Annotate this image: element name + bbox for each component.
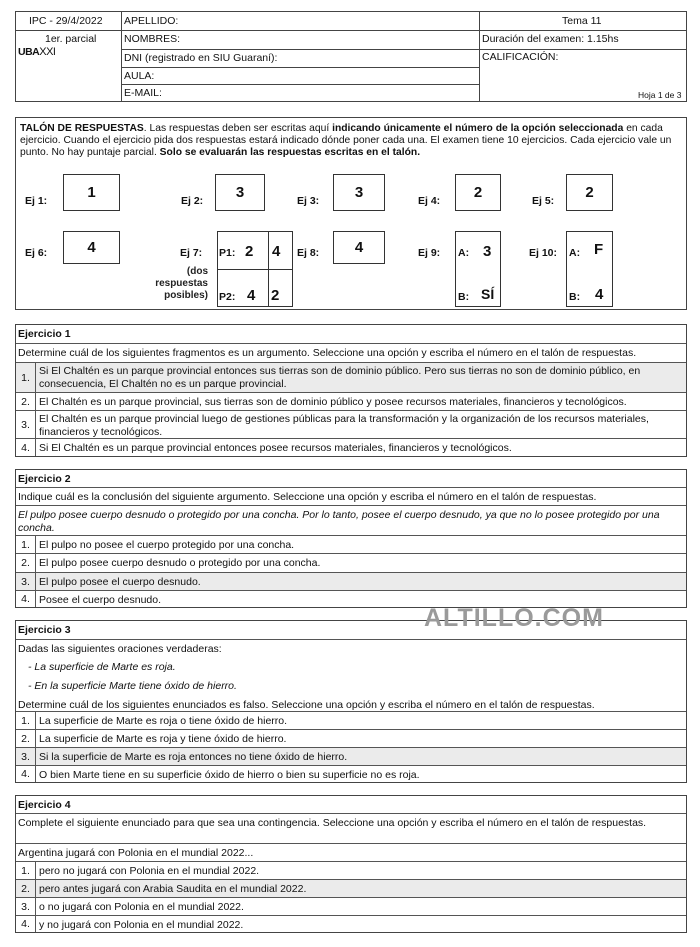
ej8-answer-box[interactable]: 4 <box>333 231 385 264</box>
exam-header <box>15 11 687 102</box>
ej7-p1-second[interactable]: 4 <box>272 243 281 260</box>
premise-2: - En la superficie Marte tiene óxido de hierro. <box>28 680 237 692</box>
ej7-p2-label: P2: <box>219 291 236 303</box>
dni-field[interactable]: DNI (registrado en SIU Guaraní): <box>124 52 278 64</box>
nombres-field[interactable]: NOMBRES: <box>124 33 181 45</box>
exercise-1 <box>15 324 687 457</box>
ej7-p1-first[interactable]: 2 <box>245 243 254 260</box>
premise-1: - La superficie de Marte es roja. <box>28 661 176 673</box>
ej1-answer-box[interactable]: 1 <box>63 174 120 211</box>
uba-logo: UBAXXI <box>18 46 56 58</box>
ej6-answer-box[interactable]: 4 <box>63 231 120 264</box>
ej8-label: Ej 8: <box>297 247 320 259</box>
ej7-label: Ej 7: <box>180 247 203 259</box>
ej10-b-value[interactable]: 4 <box>595 286 604 303</box>
tema-label: Tema 11 <box>562 15 602 27</box>
watermark: ALTILLO.COM <box>424 604 604 632</box>
option-1[interactable]: 1. Si El Chaltén es un parque provincial entonces sus tierras son de dominio público. Pero sus tierras no son de dominio público, en consecuencia, El Chaltén no es un parque provincial. <box>16 362 686 392</box>
page-indicator: Hoja 1 de 3 <box>638 90 682 100</box>
ej2-label: Ej 2: <box>181 195 204 207</box>
ej10-b-label: B: <box>569 291 581 303</box>
option-4[interactable]: 4. Posee el cuerpo desnudo. <box>16 590 686 607</box>
ej2-answer-box[interactable]: 3 <box>215 174 265 211</box>
ej9-b-value[interactable]: SÍ <box>481 286 495 302</box>
ej10-a-value[interactable]: F <box>594 241 604 258</box>
calificacion-field: CALIFICACIÓN: <box>482 51 559 63</box>
email-field[interactable]: E-MAIL: <box>124 87 162 99</box>
ej7-p2-second[interactable]: 2 <box>271 287 280 304</box>
exercise-title: Ejercicio 3 <box>18 624 71 636</box>
ej4-answer-box[interactable]: 2 <box>455 174 501 211</box>
option-2[interactable]: 2. La superficie de Marte es roja y tiene óxido de hierro. <box>16 729 686 747</box>
option-3[interactable]: 3. El pulpo posee el cuerpo desnudo. <box>16 572 686 590</box>
option-4[interactable]: 4. Si El Chaltén es un parque provincial entonces posee recursos materiales, financieros y tecnológicos. <box>16 438 686 456</box>
ej5-answer-box[interactable]: 2 <box>566 174 613 211</box>
option-3[interactable]: 3. Si la superficie de Marte es roja entonces no tiene óxido de hierro. <box>16 747 686 765</box>
ej9-a-value[interactable]: 3 <box>483 243 492 260</box>
apellido-field[interactable]: APELLIDO: <box>124 15 179 27</box>
ej3-answer-box[interactable]: 3 <box>333 174 385 211</box>
option-3[interactable]: 3. El Chaltén es un parque provincial luego de gestiones públicas para la transformación y la organización de los recursos materiales, financieros y tecnológicos. <box>16 410 686 438</box>
statement-stem: Argentina jugará con Polonia en el mundial 2022... <box>16 843 686 861</box>
exercise-intro: Dadas las siguientes oraciones verdaderas: - La superficie de Marte es roja. - En la superficie Marte tiene óxido de hierro. Determine cuál de los siguientes enunciados es falso. Seleccione una opción y escriba el número en el talón de respuestas. <box>16 639 686 715</box>
option-4[interactable]: 4. O bien Marte tiene en su superficie óxido de hierro o bien su superficie no es roja. <box>16 765 686 782</box>
ej1-label: Ej 1: <box>25 195 48 207</box>
option-4[interactable]: 4. y no jugará con Polonia en el mundial 2022. <box>16 915 686 932</box>
option-1[interactable]: 1. La superficie de Marte es roja o tiene óxido de hierro. <box>16 711 686 729</box>
exercise-prompt: Complete el siguiente enunciado para que sea una contingencia. Seleccione una opción y escriba el número en el talón de respuestas. <box>16 813 686 843</box>
ej10-a-label: A: <box>569 247 581 259</box>
exercise-3 <box>15 620 687 783</box>
ej7-p1-label: P1: <box>219 247 236 259</box>
exercise-2 <box>15 469 687 608</box>
option-1[interactable]: 1. El pulpo no posee el cuerpo protegido por una concha. <box>16 535 686 553</box>
ej9-b-label: B: <box>458 291 470 303</box>
exercise-prompt: Determine cuál de los siguientes fragmentos es un argumento. Seleccione una opción y escriba el número en el talón de respuestas. <box>16 343 686 362</box>
ej9-a-label: A: <box>458 247 470 259</box>
parcial-label: 1er. parcial <box>45 33 97 45</box>
ej7-p2-first[interactable]: 4 <box>247 287 256 304</box>
argument-text: El pulpo posee cuerpo desnudo o protegido por una concha. Por lo tanto, posee el cuerpo desnudo, ya que no lo posee protegido por una concha. <box>16 505 686 535</box>
ej10-label: Ej 10: <box>529 247 558 259</box>
exam-code: IPC - 29/4/2022 <box>29 15 103 27</box>
ej4-label: Ej 4: <box>418 195 441 207</box>
option-2[interactable]: 2. pero antes jugará con Arabia Saudita en el mundial 2022. <box>16 879 686 897</box>
exercise-title: Ejercicio 1 <box>18 328 71 340</box>
answer-sheet <box>15 117 687 310</box>
option-2[interactable]: 2. El Chaltén es un parque provincial, sus tierras son de dominio público y posee recursos materiales, financieros y tecnológicos. <box>16 392 686 410</box>
exercise-4 <box>15 795 687 933</box>
option-2[interactable]: 2. El pulpo posee cuerpo desnudo o protegido por una concha. <box>16 553 686 572</box>
option-3[interactable]: 3. o no jugará con Polonia en el mundial 2022. <box>16 897 686 915</box>
exercise-title: Ejercicio 4 <box>18 799 71 811</box>
option-1[interactable]: 1. pero no jugará con Polonia en el mundial 2022. <box>16 861 686 879</box>
answer-sheet-instructions: TALÓN DE RESPUESTAS. Las respuestas deben ser escritas aquí indicando únicamente el número de la opción seleccionada en cada ejercicio. Cuando el ejercicio pida dos respuestas estará indicado dónde poner cada una. El examen tiene 10 ejercicios. Cada ejercicio vale un punto. No hay puntaje parcial. Solo se evaluarán las respuestas escritas en el talón. <box>20 123 672 158</box>
ej5-label: Ej 5: <box>532 195 555 207</box>
aula-field[interactable]: AULA: <box>124 70 155 82</box>
ej3-label: Ej 3: <box>297 195 320 207</box>
ej7-note: (dos respuestas posibles) <box>155 266 208 301</box>
ej9-label: Ej 9: <box>418 247 441 259</box>
duracion-label: Duración del examen: 1.15hs <box>482 33 619 45</box>
exercise-prompt: Indique cuál es la conclusión del siguiente argumento. Seleccione una opción y escriba el número en el talón de respuestas. <box>16 487 686 505</box>
exercise-title: Ejercicio 2 <box>18 473 71 485</box>
ej6-label: Ej 6: <box>25 247 48 259</box>
